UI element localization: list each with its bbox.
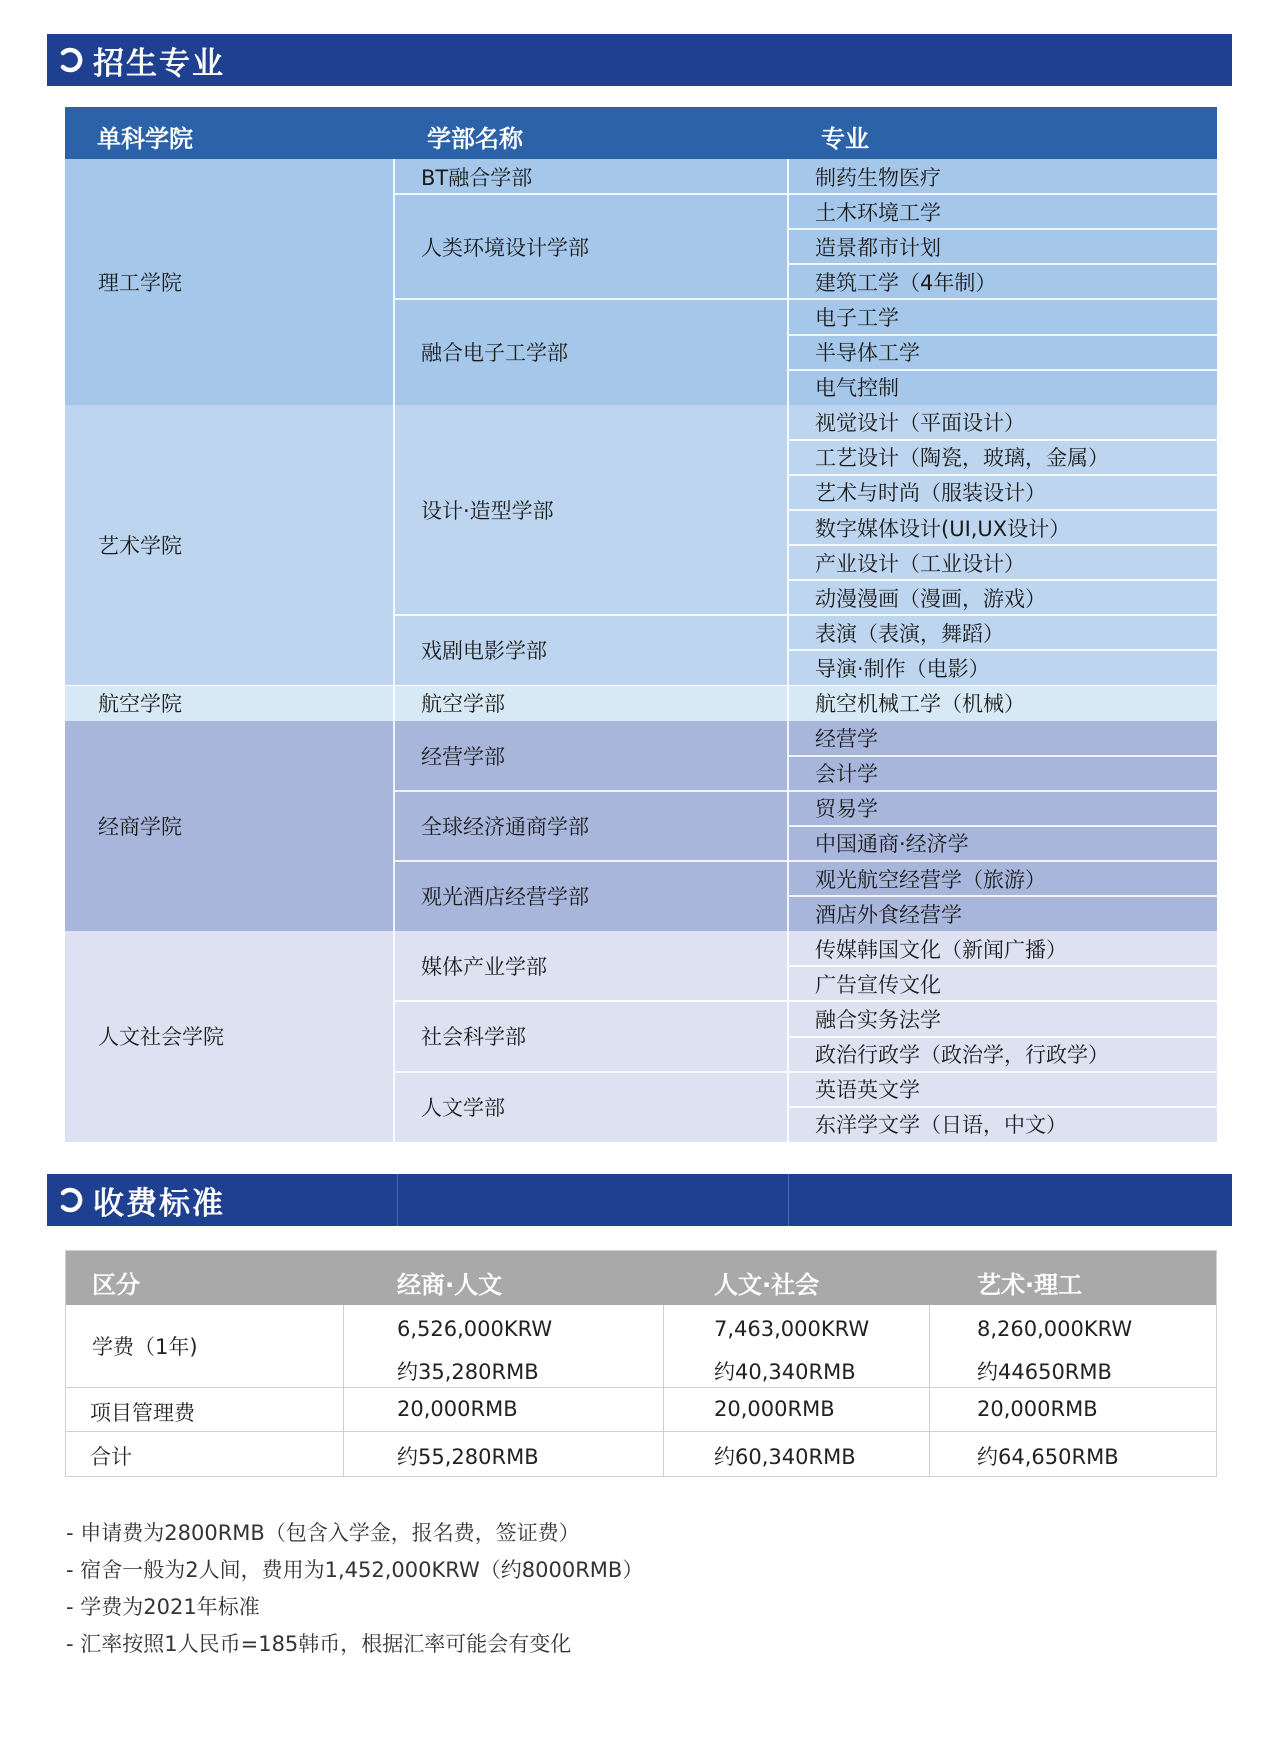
major-name: 英语英文学 [815, 1078, 920, 1103]
major-name: 东洋学文学（日语，中文） [815, 1113, 1067, 1138]
fees-section-banner [47, 1174, 1232, 1226]
major-name: 电气控制 [815, 376, 899, 401]
notes-list [66, 1515, 643, 1663]
note-item: - 申请费为2800RMB（包含入学金，报名费，签证费） [66, 1521, 580, 1545]
college-name: 航空学院 [98, 692, 182, 717]
major-name: 建筑工学（4年制） [815, 270, 997, 295]
college-name: 艺术学院 [98, 534, 182, 559]
department-name: 媒体产业学部 [421, 955, 547, 980]
fee-row-label: 合计 [90, 1445, 132, 1469]
header-major: 专业 [821, 125, 869, 153]
major-name: 传媒韩国文化（新闻广播） [815, 937, 1067, 962]
department-name: 社会科学部 [421, 1025, 526, 1050]
fee-cell: 6,526,000KRW [397, 1317, 553, 1341]
fee-cell: 20,000RMB [977, 1397, 1098, 1421]
fee-header-category: 区分 [92, 1271, 140, 1299]
fee-cell: 约40,340RMB [714, 1360, 856, 1384]
majors-table-header [65, 107, 1217, 159]
major-name: 融合实务法学 [815, 1007, 941, 1032]
section-title: 收费标准 [93, 1185, 225, 1222]
fee-cell: 20,000RMB [397, 1397, 518, 1421]
fee-table-header [66, 1251, 1216, 1305]
college-name: 理工学院 [98, 270, 182, 295]
major-name: 电子工学 [815, 305, 899, 330]
department-name: 融合电子工学部 [421, 341, 568, 366]
note-item: - 学费为2021年标准 [66, 1595, 260, 1619]
college-band [65, 686, 1217, 721]
college-name: 人文社会学院 [98, 1025, 224, 1050]
major-name: 工艺设计（陶瓷，玻璃，金属） [815, 446, 1109, 471]
major-name: 会计学 [815, 762, 878, 787]
fee-cell: 8,260,000KRW [977, 1317, 1133, 1341]
section-title: 招生专业 [93, 45, 225, 82]
fee-cell: 约60,340RMB [714, 1445, 856, 1469]
fee-header-col2: 人文·社会 [714, 1271, 820, 1299]
major-name: 观光航空经营学（旅游） [815, 867, 1046, 892]
major-name: 广告宣传文化 [815, 972, 941, 997]
major-name: 艺术与时尚（服装设计） [815, 481, 1046, 506]
circular-arrow-icon [57, 46, 85, 74]
major-name: 政治行政学（政治学，行政学） [815, 1043, 1109, 1068]
fee-cell: 约64,650RMB [977, 1445, 1119, 1469]
header-college: 单科学院 [97, 125, 193, 153]
fee-row-label: 项目管理费 [90, 1401, 195, 1425]
major-name: 贸易学 [815, 797, 878, 822]
major-name: 产业设计（工业设计） [815, 551, 1025, 576]
major-name: 表演（表演，舞蹈） [815, 621, 1004, 646]
major-name: 酒店外食经营学 [815, 902, 962, 927]
college-name: 经商学院 [98, 814, 182, 839]
department-name: 人类环境设计学部 [421, 235, 589, 260]
major-name: 中国通商·经济学 [815, 832, 969, 857]
major-name: 航空机械工学（机械） [815, 692, 1025, 717]
fee-cell: 约35,280RMB [397, 1360, 539, 1384]
department-name: BT融合学部 [421, 165, 533, 190]
fee-cell: 7,463,000KRW [714, 1317, 870, 1341]
majors-section-banner [47, 34, 1232, 86]
header-department: 学部名称 [427, 125, 523, 153]
major-name: 土木环境工学 [815, 200, 941, 225]
majors-table [65, 107, 1217, 1149]
department-name: 经营学部 [421, 744, 505, 769]
fee-cell: 约55,280RMB [397, 1445, 539, 1469]
fee-row-label: 学费（1年) [92, 1335, 198, 1359]
major-name: 造景都市计划 [815, 235, 941, 260]
major-name: 经营学 [815, 727, 878, 752]
major-name: 数字媒体设计(UI,UX设计） [815, 516, 1071, 541]
department-name: 观光酒店经营学部 [421, 885, 589, 910]
major-name: 制药生物医疗 [815, 165, 941, 190]
department-name: 航空学部 [421, 692, 505, 717]
fee-cell: 20,000RMB [714, 1397, 835, 1421]
fee-header-col1: 经商·人文 [397, 1271, 503, 1299]
major-name: 导演·制作（电影） [815, 656, 990, 681]
major-name: 半导体工学 [815, 341, 920, 366]
major-name: 视觉设计（平面设计） [815, 411, 1025, 436]
note-item: - 宿舍一般为2人间，费用为1,452,000KRW（约8000RMB） [66, 1558, 644, 1582]
note-item: - 汇率按照1人民币=185韩币，根据汇率可能会有变化 [66, 1632, 572, 1656]
fee-cell: 约44650RMB [977, 1360, 1112, 1384]
department-name: 戏剧电影学部 [421, 639, 547, 664]
fee-table [65, 1250, 1217, 1477]
circular-arrow-icon [57, 1186, 85, 1214]
department-name: 全球经济通商学部 [421, 814, 589, 839]
department-name: 人文学部 [421, 1095, 505, 1120]
department-name: 设计·造型学部 [421, 498, 554, 523]
fee-header-col3: 艺术·理工 [977, 1271, 1083, 1299]
major-name: 动漫漫画（漫画，游戏） [815, 586, 1046, 611]
